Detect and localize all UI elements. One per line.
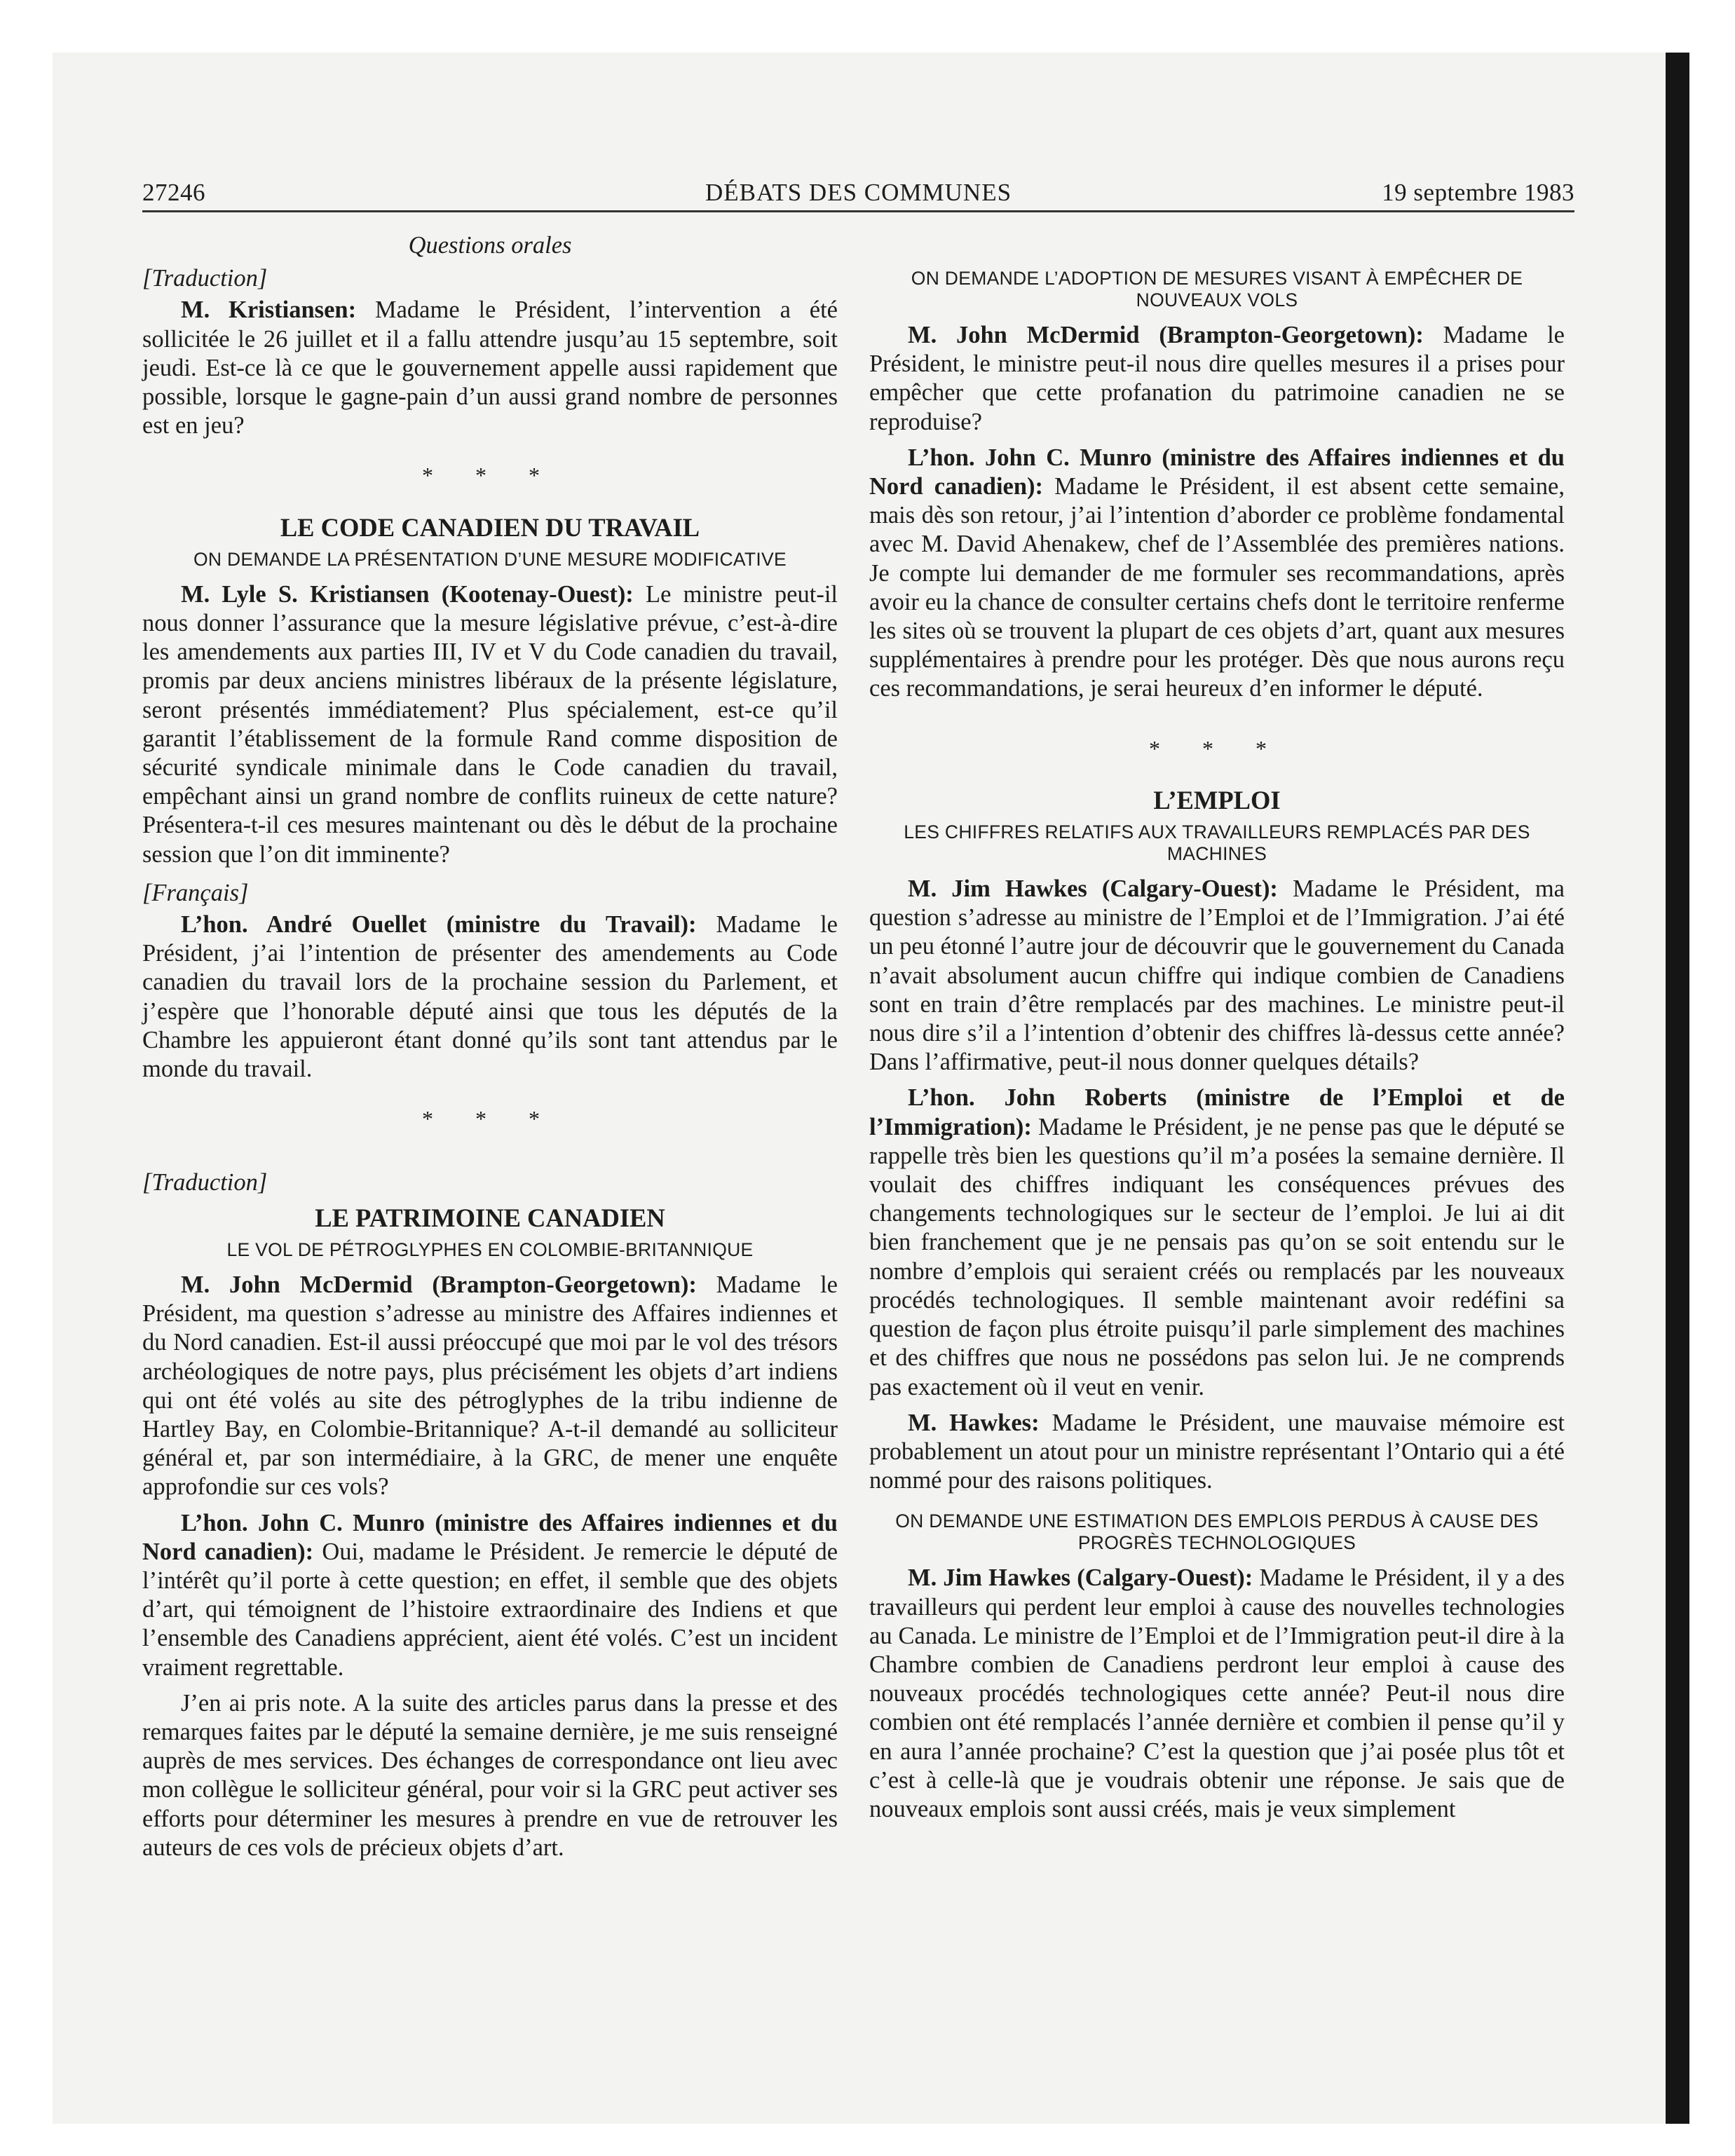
page-header xyxy=(142,179,1574,211)
header-rule xyxy=(142,210,1574,212)
section-subheading: LE VOL DE PÉTROGLYPHES EN COLOMBIE-BRITANNIQUE xyxy=(226,1239,754,1260)
section-separator: * * * xyxy=(422,1106,558,1132)
paragraph xyxy=(142,1509,838,1682)
page-date: 19 septembre 1983 xyxy=(1382,179,1574,206)
section-separator: * * * xyxy=(1149,735,1285,761)
left-column xyxy=(142,231,838,1862)
speaker-name: L’hon. André Ouellet (ministre du Travail): xyxy=(181,911,697,939)
speaker-name: M. Lyle S. Kristiansen (Kootenay-Ouest): xyxy=(181,580,634,608)
paragraph xyxy=(869,1409,1565,1496)
paragraph: J’en ai pris note. A la suite des articles parus dans la presse et des remarques faites par le député la semaine dernière, je me suis renseigné auprès de mes services. Des échanges de correspondance ont lieu avec mon collègue le solliciteur général, pour voir si la GRC peut activer ses efforts pour déterminer les mesures à prendre en vue de retrouver les auteurs de ces vols de précieux objets d’art. xyxy=(142,1689,838,1861)
scan-edge-bar xyxy=(1666,53,1689,2124)
speech-text: Madame le Président, il y a des travailleurs qui perdent leur emploi à cause des nouvelles technologies au Canada. Le ministre de l’Emploi et de l’Immigration peut-il dire à la Chambre combien de Canadiens perdront leur emploi à cause des nouveaux procédés technologiques cette année? Peut-il nous dire combien ont été remplacés l’année dernière et combien il pense qu’il y en aura l’année prochaine? C’est la question que j’ai posée plus tôt et c’est à celle-là que je voudrais obtenir une réponse. Je sais que de nouveaux emplois sont aussi créés, mais je veux simplement xyxy=(869,1564,1565,1822)
speaker-name: M. Jim Hawkes (Calgary-Ouest): xyxy=(908,875,1278,903)
speech-text: Madame le Président, j’ai l’intention de présenter des amendements au Code canadien du travail lors de la prochaine session du Parlement, et j’espère que l’honorable député ainsi que tous les députés de la Chambre les appuieront étant donné qu’ils sont tant attendus par le monde du travail. xyxy=(142,911,838,1083)
paragraph xyxy=(142,910,838,1084)
speech-text: Madame le Président, ma question s’adresse au ministre de l’Emploi et de l’Immigration. J’ai été un peu étonné l’autre jour de découvrir que le gouvernement du Canada n’avait absolument aucun chiffre qui indique combien de Canadiens sont en train d’être remplacés par des machines. Le ministre peut-il nous dire s’il a l’intention d’obtenir des chiffres là-dessus cette année? Dans l’affirmative, peut-il nous donner quelques détails? xyxy=(869,875,1565,1076)
paragraph xyxy=(869,1084,1565,1401)
section-heading: L’EMPLOI xyxy=(1153,785,1281,814)
section-separator: * * * xyxy=(422,463,558,489)
language-tag: [Traduction] xyxy=(142,1169,268,1196)
speaker-name: M. John McDermid (Brampton-Georgetown): xyxy=(908,322,1424,348)
section-heading: LE CODE CANADIEN DU TRAVAIL xyxy=(280,512,700,542)
paragraph xyxy=(142,580,838,869)
speech-text: Le ministre peut-il nous donner l’assurance que la mesure législative prévue, c’est-à-dire les amendements aux parties III, IV et V du Code canadien du travail, promis par deux anciens ministres libéraux de la présente législature, seront présentés immédiatement? Plus spécialement, est-ce qu’il garantit l’établissement de la formule Rand comme disposition de sécurité syndicale minimale dans le Code canadien du travail, empêchant ainsi un grand nombre de conflits ruineux de cette nature? Présentera-t-il ces mesures maintenant ou dès le début de la prochaine session que l’on dit imminente? xyxy=(142,580,838,868)
section-subheading: ON DEMANDE LA PRÉSENTATION D’UNE MESURE MODIFICATIVE xyxy=(193,548,787,570)
paragraph xyxy=(142,296,838,440)
paragraph xyxy=(869,875,1565,1077)
speaker-name: L’hon. John C. Munro (ministre des Affaires indiennes et du Nord canadien): xyxy=(869,444,1565,500)
paragraph xyxy=(142,1271,838,1502)
language-tag: [Français] xyxy=(142,879,249,906)
page-number: 27246 xyxy=(142,179,205,206)
speech-text: Madame le Président, une mauvaise mémoire est probablement un atout pour un ministre représentant l’Ontario qui a été nommé pour des raisons politiques. xyxy=(869,1409,1565,1494)
speaker-name: M. John McDermid (Brampton-Georgetown): xyxy=(181,1271,697,1298)
speech-text: Madame le Président, l’intervention a été sollicitée le 26 juillet et il a fallu attendre jusqu’au 15 septembre, soit jeudi. Est-ce là ce que le gouvernement appelle aussi rapidement que possible, lorsque le gagne-pain d’un aussi grand nombre de personnes est en jeu? xyxy=(142,296,838,439)
speech-text: Madame le Président, ma question s’adresse au ministre des Affaires indiennes et du Nord canadien. Est-il aussi préoccupé que moi par le vol des trésors archéologiques de notre pays, plus précisément les objets d’art indiens qui ont été volés au site des pétroglyphes de la tribu indienne de Hartley Bay, en Colombie-Britannique? A-t-il demandé au solliciteur général et, par son intermédiaire, à la GRC, de mener une enquête approfondie sur ces vols? xyxy=(142,1271,838,1501)
speaker-name: L’hon. John Roberts (ministre de l’Emploi et de l’Immigration): xyxy=(869,1084,1565,1140)
language-tag: [Traduction] xyxy=(142,265,268,292)
speech-text: Madame le Président, je ne pense pas que le député se rappelle très bien les questions qu’il m’a posées la semaine dernière. Il voulait des chiffres indiquant les conséquences prévues des changements technologiques sur le secteur de l’emploi. Je lui ai dit bien franchement que je ne pensais pas qu’on se soit entendu sur le nombre d’emplois qui seraient créés ou remplacés par les nouveaux procédés technologiques. Il semble maintenant avoir redéfini sa question de façon plus étroite puisqu’il parle simplement des machines et des chiffres que nous ne possédons pas selon lui. Je ne comprends pas exactement où il veut en venir. xyxy=(869,1113,1565,1400)
paragraph xyxy=(869,1564,1565,1824)
speech-text: Oui, madame le Président. Je remercie le député de l’intérêt qu’il porte à cette question; en effet, il semble que des objets d’art, qui témoignent de l’histoire extraordinaire des Indiens et que l’ensemble des Canadiens apprécient, aient été volés. C’est un incident vraiment regrettable. xyxy=(142,1538,838,1681)
section-subheading: LES CHIFFRES RELATIFS AUX TRAVAILLEURS REMPLACÉS PAR DES MACHINES xyxy=(904,821,1530,865)
section-subheading: ON DEMANDE UNE ESTIMATION DES EMPLOIS PERDUS À CAUSE DES PROGRÈS TECHNOLOGIQUES xyxy=(895,1510,1539,1554)
paragraph xyxy=(869,444,1565,704)
speaker-name: M. Kristiansen: xyxy=(181,296,357,324)
speaker-name: M. Jim Hawkes (Calgary-Ouest): xyxy=(908,1564,1253,1592)
section-label: Questions orales xyxy=(408,232,572,259)
paragraph xyxy=(869,321,1565,437)
section-heading: LE PATRIMOINE CANADIEN xyxy=(315,1203,665,1232)
section-subheading: ON DEMANDE L’ADOPTION DE MESURES VISANT À EMPÊCHER DE NOUVEAUX VOLS xyxy=(911,268,1523,311)
running-title: DÉBATS DES COMMUNES xyxy=(705,179,1012,206)
speech-text: Madame le Président, le ministre peut-il nous dire quelles mesures il a prises pour empêcher que cette profanation du patrimoine canadien ne se reproduise? xyxy=(869,322,1565,435)
right-column xyxy=(869,231,1565,1824)
speech-text: Madame le Président, il est absent cette semaine, mais dès son retour, j’ai l’intention d’aborder ce problème fondamental avec M. David Ahenakew, chef de l’Assemblée des premières nations. Je compte lui demander de me formuler ses recommandations, après avoir eu la chance de consulter certains chefs dont le territoire renferme les sites où se trouvent la plupart de ces objets d’art, quant aux mesures supplémentaires à prendre pour les protéger. Dès que nous aurons reçu ces recommandations, je serai heureux d’en informer le député. xyxy=(869,473,1565,702)
speaker-name: M. Hawkes: xyxy=(908,1409,1040,1436)
speaker-name: L’hon. John C. Munro (ministre des Affaires indiennes et du Nord canadien): xyxy=(142,1509,838,1565)
